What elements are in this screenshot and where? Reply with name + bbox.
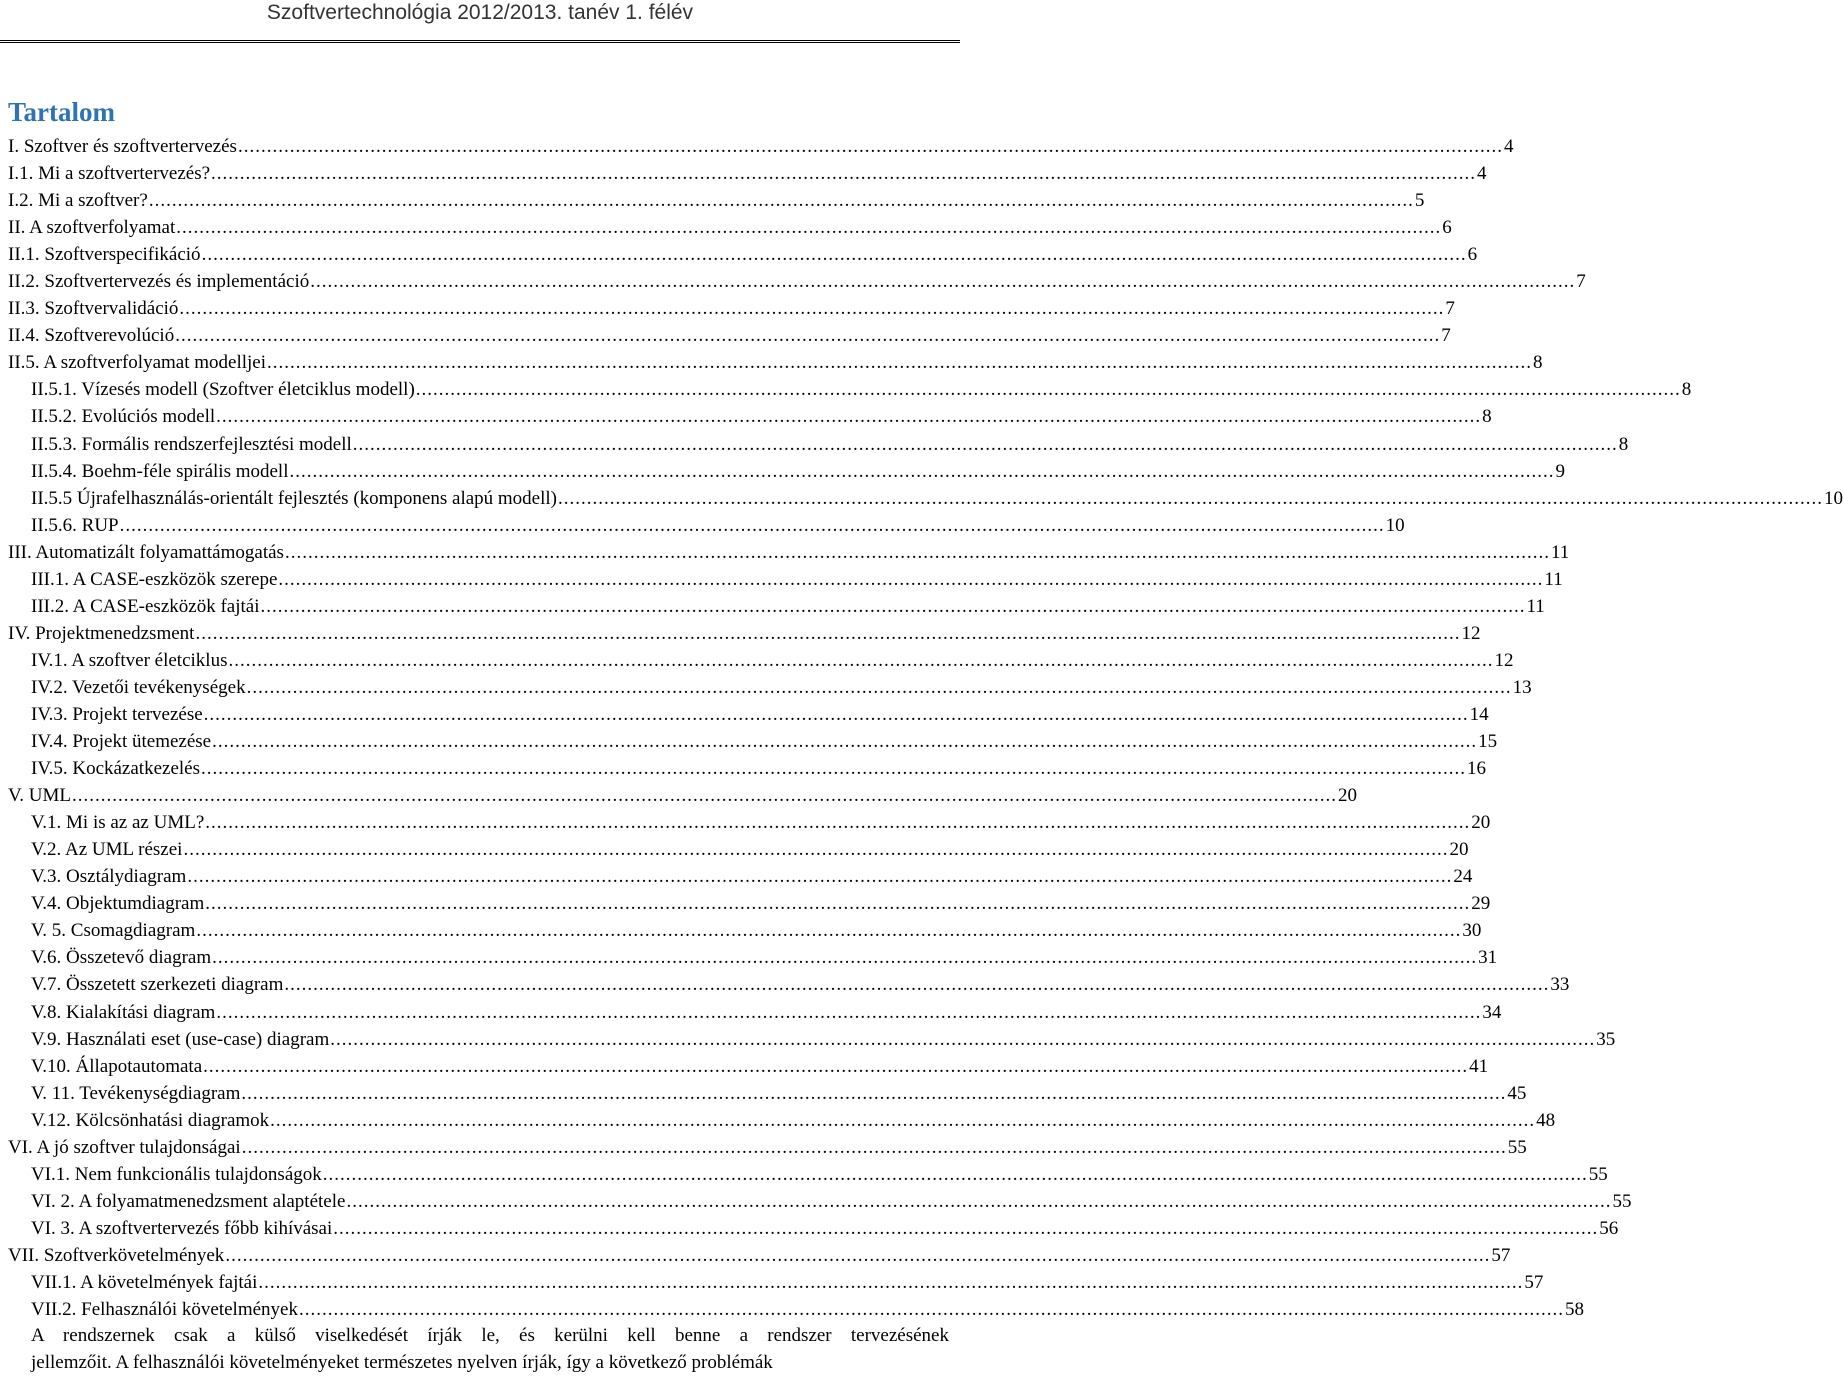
toc-entry-title: II.2. Szoftvertervezés és implementáció [8, 271, 310, 293]
toc-entry-page: 55 [1507, 1136, 1527, 1158]
toc-entry-title: III.2. A CASE-eszközök fajtái [31, 595, 260, 617]
toc-entry-title: IV.5. Kockázatkezelés [31, 758, 200, 780]
toc-entry-title: IV. Projektmenedzsment [8, 622, 195, 644]
toc-dot-leader: ............................................................................................................................................................................................................................ [119, 514, 1385, 536]
toc-entry-title: III. Automatizált folyamattámogatás [8, 541, 284, 563]
toc-entry[interactable] [0, 1026, 1616, 1053]
toc-entry[interactable] [0, 674, 1532, 701]
toc-entry-page: 58 [1564, 1299, 1584, 1321]
toc-entry-page: 35 [1596, 1028, 1616, 1050]
toc-entry-title: V.8. Kialakítási diagram [31, 1001, 216, 1023]
toc-entry-title: IV.4. Projekt ütemezése [31, 731, 212, 753]
toc-entry-title: I. Szoftver és szoftvertervezés [8, 136, 237, 157]
toc-entry-title: II.3. Szoftvervalidáció [8, 298, 179, 320]
toc-dot-leader: ............................................................................................................................................................................................................................ [212, 947, 1478, 969]
toc-entry-page: 14 [1469, 703, 1489, 725]
toc-entry[interactable] [0, 1107, 1556, 1134]
toc-entry-page: 20 [1449, 839, 1469, 861]
toc-entry-title: IV.3. Projekt tervezése [31, 703, 203, 725]
toc-entry[interactable] [0, 999, 1502, 1026]
toc-entry-title: VII.2. Felhasználói követelmények [31, 1299, 298, 1321]
toc-entry-title: II. A szoftverfolyamat [8, 217, 176, 239]
toc-entry-page: 57 [1524, 1271, 1544, 1293]
toc-entry[interactable] [0, 593, 1545, 620]
toc-dot-leader: ............................................................................................................................................................................................................................ [284, 541, 1550, 563]
toc-entry[interactable] [0, 1296, 1584, 1323]
toc-entry-title: V.2. Az UML részei [31, 839, 183, 861]
toc-entry[interactable] [0, 863, 1473, 890]
toc-entry-title: VI.1. Nem funkcionális tulajdonságok [31, 1163, 322, 1185]
toc-entry[interactable] [0, 971, 1570, 998]
toc-entry-page: 10 [1385, 514, 1405, 536]
toc-dot-leader: ............................................................................................................................................................................................................................ [333, 1217, 1599, 1239]
toc-entry[interactable] [0, 485, 1843, 512]
page-header: Szoftvertechnológia 2012/2013. tanév 1. félév [266, 1, 694, 24]
toc-entry-page: 33 [1550, 974, 1570, 996]
toc-dot-leader: ............................................................................................................................................................................................................................ [211, 163, 1477, 185]
toc-entry-title: II.5.4. Boehm-féle spirális modell [31, 460, 289, 482]
toc-entry[interactable] [0, 782, 1357, 809]
toc-entry[interactable] [0, 512, 1405, 539]
toc-entry[interactable] [0, 620, 1481, 647]
toc-entry[interactable] [0, 241, 1478, 268]
toc-entry-page: 45 [1507, 1082, 1527, 1104]
toc-dot-leader: ............................................................................................................................................................................................................................ [415, 379, 1681, 401]
toc-entry[interactable] [0, 701, 1489, 728]
toc-entry-title: V.10. Állapotautomata [31, 1055, 203, 1077]
toc-dot-leader: ............................................................................................................................................................................................................................ [330, 1028, 1596, 1050]
toc-entry-title: V.1. Mi is az az UML? [31, 812, 205, 834]
toc-entry-title: VII.1. A követelmények fajtái [31, 1271, 258, 1293]
toc-entry-page: 7 [1576, 271, 1586, 293]
toc-entry[interactable] [0, 647, 1514, 674]
toc-dot-leader: ............................................................................................................................................................................................................................ [216, 406, 1482, 428]
toc-entry-page: 29 [1471, 893, 1491, 915]
toc-dot-leader: ............................................................................................................................................................................................................................ [201, 244, 1467, 266]
toc-entry-title: V. 5. Csomagdiagram [31, 920, 196, 942]
toc-entry[interactable] [0, 349, 1543, 376]
toc-entry-page: 55 [1612, 1190, 1632, 1212]
toc-entry[interactable] [0, 890, 1491, 917]
toc-dot-leader: ............................................................................................................................................................................................................................ [267, 352, 1533, 374]
toc-entry-title: II.5.3. Formális rendszerfejlesztési modell [31, 433, 352, 455]
toc-entry-page: 8 [1533, 352, 1543, 374]
header-rule [0, 40, 960, 43]
toc-dot-leader: ............................................................................................................................................................................................................................ [260, 595, 1526, 617]
toc-entry-title: V.3. Osztálydiagram [31, 866, 187, 888]
toc-dot-leader: ............................................................................................................................................................................................................................ [195, 622, 1461, 644]
toc-entry-page: 13 [1512, 676, 1532, 698]
toc-entry-title: I.1. Mi a szoftvertervezés? [8, 163, 211, 185]
toc-entry-title: VII. Szoftverkövetelmények [8, 1244, 225, 1266]
toc-entry[interactable] [0, 458, 1565, 485]
toc-dot-leader: ............................................................................................................................................................................................................................ [241, 1136, 1507, 1158]
toc-entry-page: 11 [1544, 568, 1563, 590]
toc-entry[interactable] [0, 187, 1425, 214]
toc-entry[interactable] [0, 376, 1692, 403]
toc-entry-title: VI. 3. A szoftvertervezés főbb kihívásai [31, 1217, 333, 1239]
toc-entry-title: IV.2. Vezetői tevékenységek [31, 676, 246, 698]
toc-entry[interactable] [0, 944, 1498, 971]
toc-dot-leader: ............................................................................................................................................................................................................................ [258, 1271, 1524, 1293]
toc-dot-leader: ............................................................................................................................................................................................................................ [225, 1244, 1491, 1266]
toc-entry[interactable] [0, 1053, 1489, 1080]
toc-entry-title: V. 11. Tevékenységdiagram [31, 1082, 241, 1104]
toc-entry-title: VI. A jó szoftver tulajdonságai [8, 1136, 241, 1158]
toc-entry[interactable] [0, 539, 1570, 566]
toc-entry[interactable] [0, 1134, 1527, 1161]
toc-entry[interactable] [0, 836, 1469, 863]
toc-entry[interactable] [0, 1188, 1632, 1215]
toc-entry-title: II.5. A szoftverfolyamat modelljei [8, 352, 267, 374]
toc-entry-title: II.1. Szoftverspecifikáció [8, 244, 201, 266]
toc-entry-page: 56 [1599, 1217, 1619, 1239]
toc-entry[interactable] [0, 160, 1487, 187]
paragraph-line-1: A rendszernek csak a külső viselkedését írják le, és kerülni kell benne a rendszer tervezésének [31, 1325, 949, 1346]
toc-entry-page: 10 [1824, 487, 1843, 509]
toc-entry-title: V.4. Objektumdiagram [31, 893, 205, 915]
toc-dot-leader: ............................................................................................................................................................................................................................ [278, 568, 1544, 590]
toc-entry[interactable] [0, 728, 1498, 755]
toc-entry-title: IV.1. A szoftver életciklus [31, 649, 228, 671]
toc-entry-page: 12 [1494, 649, 1514, 671]
toc-entry-page: 11 [1550, 541, 1570, 563]
toc-dot-leader: ............................................................................................................................................................................................................................ [228, 649, 1494, 671]
toc-entry[interactable] [0, 1080, 1527, 1107]
toc-entry-page: 4 [1477, 163, 1487, 185]
toc-entry-title: II.5.6. RUP [31, 514, 119, 536]
toc-dot-leader: ............................................................................................................................................................................................................................ [205, 893, 1471, 915]
toc-entry-title: V.6. Összetevő diagram [31, 947, 212, 969]
toc-dot-leader: ............................................................................................................................................................................................................................ [346, 1190, 1612, 1212]
toc-entry[interactable] [0, 1215, 1619, 1242]
toc-entry-page: 15 [1478, 731, 1498, 753]
toc-dot-leader: ............................................................................................................................................................................................................................ [298, 1299, 1564, 1321]
toc-dot-leader: ............................................................................................................................................................................................................................ [196, 920, 1462, 942]
table-of-contents [0, 133, 1843, 1323]
toc-entry-title: V. UML [8, 785, 71, 807]
toc-entry-page: 5 [1414, 190, 1425, 212]
body-paragraph [31, 1322, 949, 1376]
toc-dot-leader: ............................................................................................................................................................................................................................ [322, 1163, 1588, 1185]
toc-dot-leader: ............................................................................................................................................................................................................................ [72, 785, 1337, 807]
toc-entry[interactable] [0, 1161, 1608, 1188]
toc-entry[interactable] [0, 755, 1486, 782]
toc-entry[interactable] [0, 214, 1452, 241]
toc-entry-page: 24 [1453, 866, 1473, 888]
toc-entry-page: 20 [1338, 785, 1357, 807]
toc-entry-page: 31 [1478, 947, 1498, 969]
toc-title: Tartalom [8, 97, 115, 127]
toc-entry-page: 6 [1467, 244, 1478, 266]
toc-entry-page: 11 [1526, 595, 1545, 617]
toc-entry[interactable] [0, 133, 1514, 160]
toc-entry[interactable] [0, 809, 1491, 836]
toc-entry-page: 7 [1445, 298, 1455, 320]
toc-entry-page: 20 [1471, 812, 1491, 834]
toc-entry[interactable] [0, 268, 1586, 295]
toc-dot-leader: ............................................................................................................................................................................................................................ [237, 136, 1503, 157]
toc-entry[interactable] [0, 1269, 1544, 1296]
toc-entry-page: 8 [1681, 379, 1692, 401]
toc-dot-leader: ............................................................................................................................................................................................................................ [201, 758, 1466, 780]
toc-entry-title: II.5.1. Vízesés modell (Szoftver életciklus modell) [31, 379, 415, 401]
toc-entry-page: 34 [1482, 1001, 1502, 1023]
toc-dot-leader: ............................................................................................................................................................................................................................ [216, 1001, 1482, 1023]
toc-entry[interactable] [0, 403, 1492, 430]
toc-entry[interactable] [0, 1242, 1511, 1269]
toc-dot-leader: ............................................................................................................................................................................................................................ [179, 298, 1445, 320]
toc-entry[interactable] [0, 322, 1451, 349]
toc-entry-page: 4 [1503, 136, 1514, 157]
toc-entry-title: V.9. Használati eset (use-case) diagram [31, 1028, 330, 1050]
toc-dot-leader: ............................................................................................................................................................................................................................ [148, 190, 1414, 212]
toc-dot-leader: ............................................................................................................................................................................................................................ [310, 271, 1576, 293]
toc-entry-title: I.2. Mi a szoftver? [8, 190, 148, 212]
toc-entry-page: 8 [1618, 433, 1629, 455]
toc-dot-leader: ............................................................................................................................................................................................................................ [205, 812, 1471, 834]
toc-entry-page: 9 [1555, 460, 1565, 482]
toc-entry-page: 8 [1482, 406, 1492, 428]
toc-dot-leader: ............................................................................................................................................................................................................................ [284, 974, 1550, 996]
toc-dot-leader: ............................................................................................................................................................................................................................ [187, 866, 1453, 888]
toc-entry-title: II.5.2. Evolúciós modell [31, 406, 216, 428]
toc-dot-leader: ............................................................................................................................................................................................................................ [203, 1055, 1469, 1077]
toc-entry-page: 7 [1441, 325, 1451, 347]
toc-dot-leader: ............................................................................................................................................................................................................................ [246, 676, 1512, 698]
toc-entry-title: II.4. Szoftverevolúció [8, 325, 175, 347]
toc-entry-page: 16 [1467, 758, 1486, 780]
toc-dot-leader: ............................................................................................................................................................................................................................ [270, 1109, 1536, 1131]
toc-entry[interactable] [0, 295, 1455, 322]
toc-entry-page: 48 [1536, 1109, 1556, 1131]
toc-entry-title: III.1. A CASE-eszközök szerepe [31, 568, 278, 590]
toc-entry-page: 57 [1491, 1244, 1511, 1266]
toc-entry[interactable] [0, 431, 1629, 458]
toc-entry-page: 41 [1469, 1055, 1489, 1077]
toc-entry-title: II.5.5 Újrafelhasználás-orientált fejlesztés (komponens alapú modell) [31, 487, 557, 509]
toc-dot-leader: ............................................................................................................................................................................................................................ [176, 217, 1442, 239]
toc-entry[interactable] [0, 566, 1563, 593]
toc-entry-page: 55 [1588, 1163, 1608, 1185]
toc-entry-title: VI. 2. A folyamatmenedzsment alaptétele [31, 1190, 346, 1212]
toc-dot-leader: ............................................................................................................................................................................................................................ [203, 703, 1469, 725]
toc-dot-leader: ............................................................................................................................................................................................................................ [352, 433, 1618, 455]
toc-dot-leader: ............................................................................................................................................................................................................................ [289, 460, 1555, 482]
toc-entry-page: 6 [1442, 217, 1452, 239]
toc-dot-leader: ............................................................................................................................................................................................................................ [212, 731, 1478, 753]
toc-dot-leader: ............................................................................................................................................................................................................................ [175, 325, 1441, 347]
paragraph-line-2: jellemzőit. A felhasználói követelményeket természetes nyelven írják, így a következő problémák [31, 1352, 773, 1374]
toc-dot-leader: ............................................................................................................................................................................................................................ [183, 839, 1449, 861]
toc-entry-title: V.7. Összetett szerkezeti diagram [31, 974, 284, 996]
toc-entry-page: 30 [1462, 920, 1482, 942]
toc-entry-page: 12 [1461, 622, 1481, 644]
toc-dot-leader: ............................................................................................................................................................................................................................ [558, 487, 1823, 509]
toc-entry[interactable] [0, 917, 1482, 944]
toc-entry-title: V.12. Kölcsönhatási diagramok [31, 1109, 270, 1131]
toc-dot-leader: ............................................................................................................................................................................................................................ [241, 1082, 1507, 1104]
